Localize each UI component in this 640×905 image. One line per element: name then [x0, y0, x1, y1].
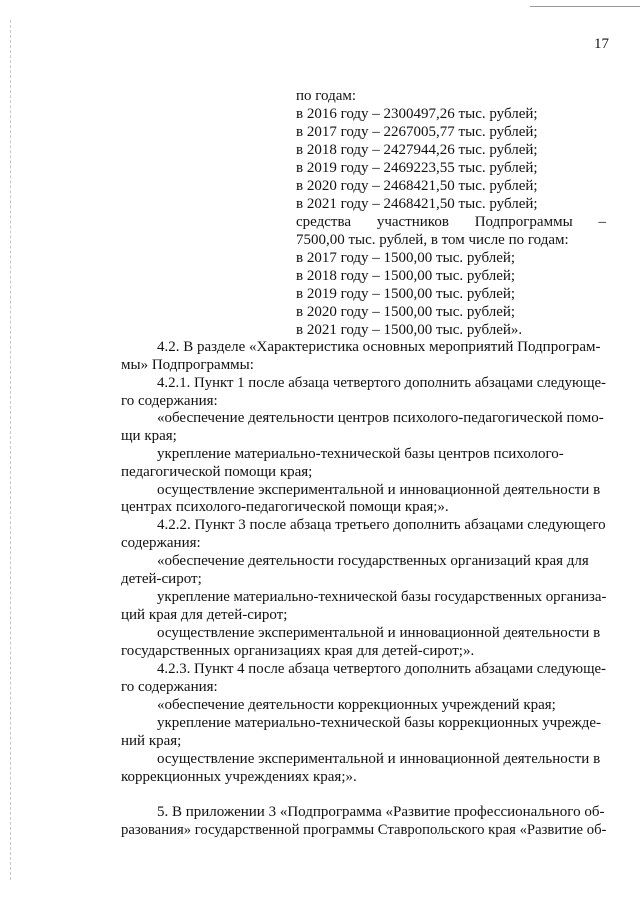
- page-number: 17: [594, 36, 609, 52]
- body-line: педагогической помощи края;: [121, 464, 313, 480]
- funding-line: в 2017 году – 2267005,77 тыс. рублей;: [296, 124, 538, 140]
- funding-line: по годам:: [296, 88, 357, 104]
- funding-line: в 2018 году – 2427944,26 тыс. рублей;: [296, 142, 538, 158]
- body-line: щи края;: [121, 428, 177, 444]
- word: –: [598, 214, 606, 230]
- funding-line: в 2019 году – 2469223,55 тыс. рублей;: [296, 160, 538, 176]
- body-line: «обеспечение деятельности государственных организаций края для: [157, 553, 589, 569]
- body-line: осуществление экспериментальной и инновационной деятельности в: [157, 751, 601, 767]
- body-line: коррекционных учреждениях края;».: [121, 769, 357, 785]
- funding-line: в 2019 году – 1500,00 тыс. рублей;: [296, 286, 516, 302]
- body-line: ний края;: [121, 733, 182, 749]
- body-line: «обеспечение деятельности коррекционных учреждений края;: [157, 697, 556, 713]
- funding-line: в 2020 году – 1500,00 тыс. рублей;: [296, 304, 516, 320]
- scan-margin-marks: [10, 20, 12, 880]
- funding-line: в 2021 году – 1500,00 тыс. рублей».: [296, 322, 523, 338]
- body-line: 4.2.3. Пункт 4 после абзаца четвертого дополнить абзацами следующе-: [157, 661, 606, 677]
- body-line: го содержания:: [121, 679, 218, 695]
- funding-line: 7500,00 тыс. рублей, в том числе по годам:: [296, 232, 569, 248]
- body-line: мы» Подпрограммы:: [121, 357, 254, 373]
- funding-line: в 2017 году – 1500,00 тыс. рублей;: [296, 250, 516, 266]
- body-line: «обеспечение деятельности центров психолого-педагогической помо-: [157, 410, 604, 426]
- body-line: 4.2. В разделе «Характеристика основных мероприятий Подпрограм-: [157, 339, 601, 355]
- funding-line: в 2018 году – 1500,00 тыс. рублей;: [296, 268, 516, 284]
- funding-line: в 2016 году – 2300497,26 тыс. рублей;: [296, 106, 538, 122]
- body-line: ций края для детей-сирот;: [121, 607, 288, 623]
- body-line: 5. В приложении 3 «Подпрограмма «Развитие профессионального об-: [157, 804, 605, 820]
- body-line: укрепление материально-технической базы коррекционных учрежде-: [157, 715, 602, 731]
- body-line: осуществление экспериментальной и инновационной деятельности в: [157, 625, 601, 641]
- body-line: детей-сирот;: [121, 571, 202, 587]
- body-line: го содержания:: [121, 393, 218, 409]
- body-line: 4.2.1. Пункт 1 после абзаца четвертого дополнить абзацами следующе-: [157, 375, 606, 391]
- word: Подпрограммы: [474, 214, 573, 230]
- body-line: осуществление экспериментальной и инновационной деятельности в: [157, 482, 601, 498]
- word: средства: [296, 214, 352, 230]
- body-line: укрепление материально-технической базы центров психолого-: [157, 446, 564, 462]
- body-line: укрепление материально-технической базы государственных организа-: [157, 589, 607, 605]
- body-line: разования» государственной программы Ставропольского края «Развитие об-: [121, 822, 607, 838]
- body-line: содержания:: [121, 535, 201, 551]
- body-line: государственных организациях края для детей-сирот;».: [121, 643, 475, 659]
- funding-line: в 2021 году – 2468421,50 тыс. рублей;: [296, 196, 538, 212]
- body-line: 4.2.2. Пункт 3 после абзаца третьего дополнить абзацами следующего: [157, 517, 606, 533]
- top-edge-rule: [530, 6, 640, 7]
- body-line: центрах психолого-педагогической помощи края;».: [121, 499, 449, 515]
- participants-line: [296, 213, 606, 231]
- funding-line: в 2020 году – 2468421,50 тыс. рублей;: [296, 178, 538, 194]
- word: участников: [376, 214, 449, 230]
